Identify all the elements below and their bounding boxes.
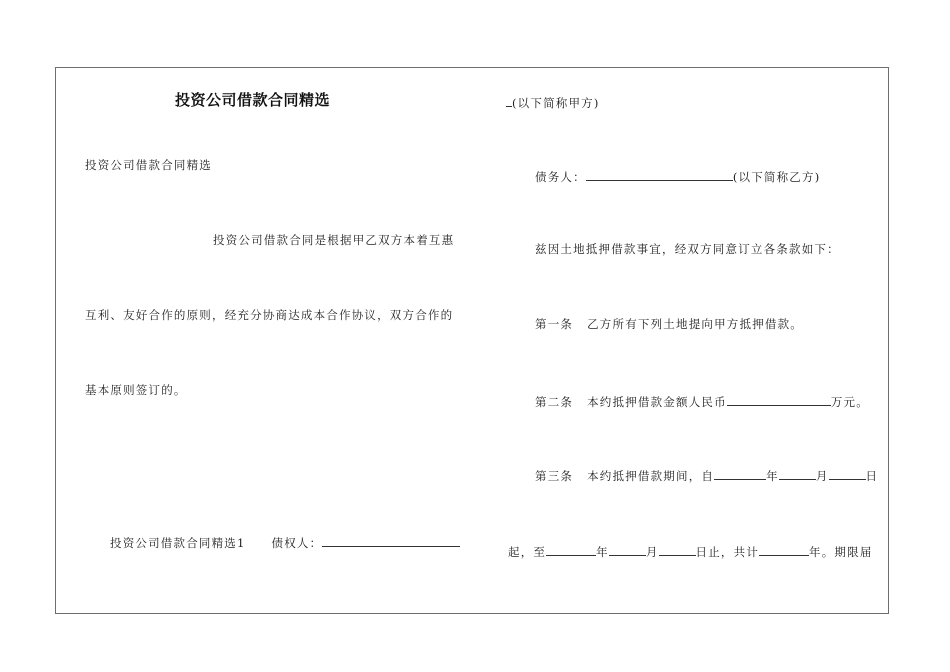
end-month-blank — [609, 544, 646, 556]
agreement-intro: 兹因土地抵押借款事宜，经双方同意订立各条款如下： — [535, 242, 840, 256]
end-month-label: 月 — [645, 545, 659, 559]
start-year-label: 年 — [766, 469, 779, 483]
article-3-continued — [508, 544, 873, 559]
start-day-blank — [829, 468, 866, 480]
end-year-label: 年 — [596, 545, 609, 559]
debtor-label: 债务人： — [535, 170, 586, 184]
article-2-text: 本约抵押借款金额人民币 — [587, 395, 727, 409]
start-month-blank — [779, 468, 816, 480]
loan-amount-blank — [727, 394, 831, 406]
article-3-label: 第三条 — [535, 469, 574, 483]
article-1 — [535, 319, 803, 331]
creditor-line — [110, 535, 460, 550]
document-title: 投资公司借款合同精选 — [175, 91, 331, 109]
total-years-blank — [759, 544, 809, 556]
article-1-text: 乙方所有下列土地提向甲方抵押借款。 — [587, 317, 804, 331]
start-month-label: 月 — [815, 469, 829, 483]
creditor-label: 债权人： — [271, 536, 323, 550]
intro-paragraph-line-2: 互利、友好合作的原则，经充分协商达成本合作协议，双方合作的 — [85, 308, 454, 322]
end-day-label: 日止，共计 — [695, 545, 760, 559]
debtor-line — [535, 169, 820, 184]
intro-paragraph-line-3: 基本原则签订的。 — [85, 383, 187, 397]
debtor-blank — [586, 169, 733, 181]
left-subtitle: 投资公司借款合同精选 — [85, 158, 212, 172]
sample-heading: 投资公司借款合同精选1 — [110, 536, 246, 550]
article-2 — [535, 394, 869, 409]
creditor-blank — [322, 535, 460, 547]
party-b-suffix: (以下简称乙方) — [732, 170, 821, 184]
start-day-label: 日 — [865, 469, 879, 483]
party-a-suffix: (以下简称甲方) — [512, 96, 600, 110]
article-2-unit: 万元。 — [830, 395, 869, 409]
start-year-blank — [714, 468, 766, 480]
article-2-label: 第二条 — [535, 395, 574, 409]
end-year-blank — [546, 544, 596, 556]
article-1-label: 第一条 — [535, 317, 574, 331]
end-day-blank — [659, 544, 696, 556]
document-page-frame — [55, 67, 889, 614]
article-3-text: 本约抵押借款期间，自 — [587, 469, 715, 483]
party-a-line — [506, 95, 600, 110]
article-3 — [535, 468, 878, 483]
until-label: 起，至 — [508, 545, 547, 559]
total-years-label: 年。期限届 — [809, 545, 873, 559]
intro-paragraph-line-1: 投资公司借款合同是根据甲乙双方本着互惠 — [213, 233, 455, 247]
